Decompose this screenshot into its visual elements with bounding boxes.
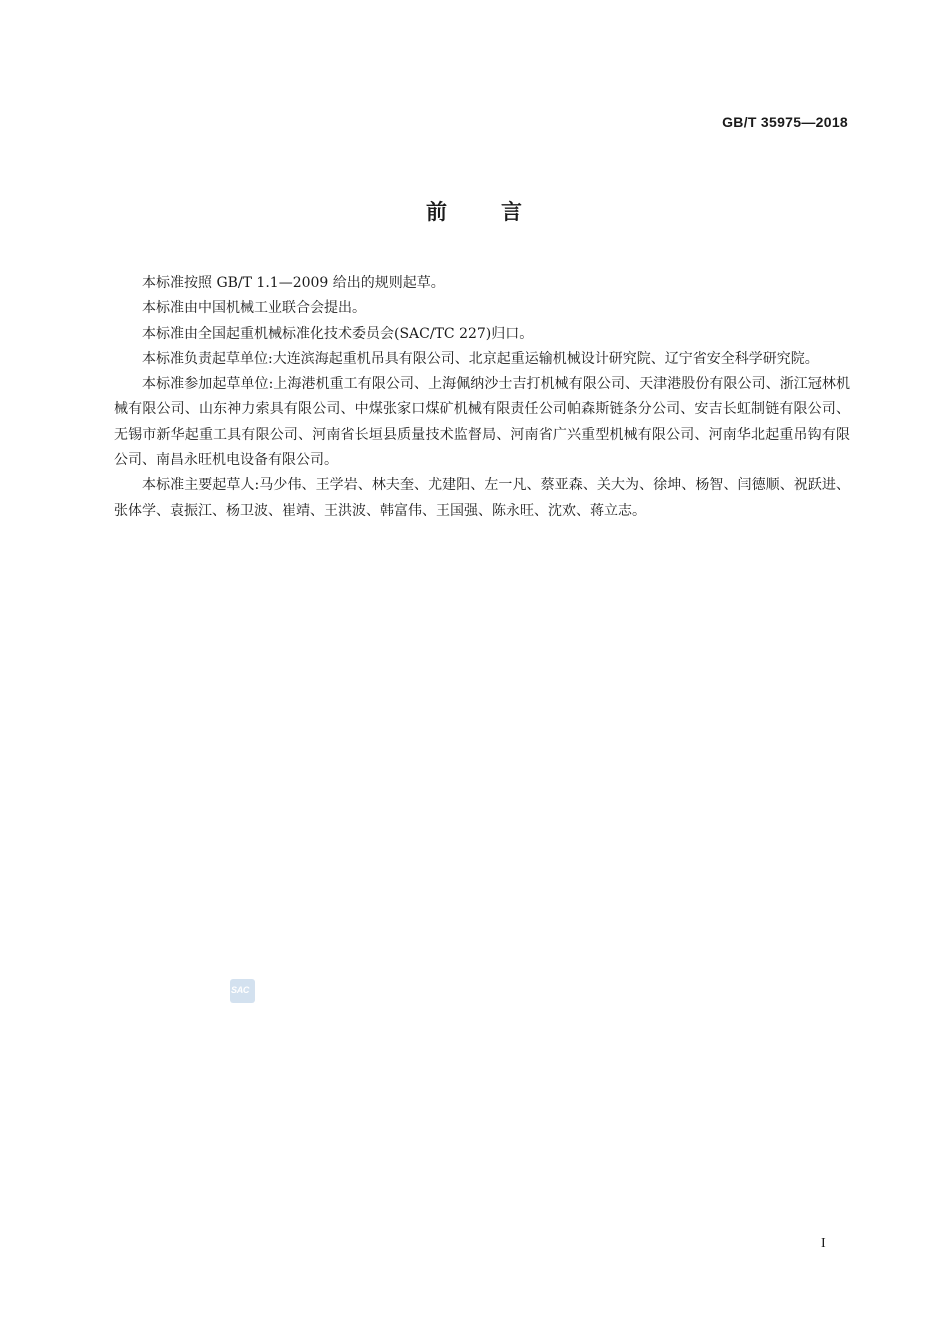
sac-watermark-text: SAC — [231, 985, 250, 995]
foreword-body — [114, 271, 850, 524]
standard-code: GB/T 35975—2018 — [722, 114, 848, 130]
page-title — [0, 196, 950, 226]
paragraph-participating-units: 本标准参加起草单位:上海港机重工有限公司、上海佩纳沙士吉打机械有限公司、天津港股份有限公司、浙江冠林机械有限公司、山东神力索具有限公司、中煤张家口煤矿机械有限责任公司帕森斯链条分公司、安吉长虹制链有限公司、无锡市新华起重工具有限公司、河南省长垣县质量技术监督局、河南省广兴重型机械有限公司、河南华北起重吊钩有限公司、南昌永旺机电设备有限公司。 — [114, 376, 850, 469]
title-char-1: 前 — [426, 200, 449, 224]
title-char-2: 言 — [501, 200, 524, 224]
paragraph-main-drafters: 本标准主要起草人:马少伟、王学岩、林夫奎、尤建阳、左一凡、蔡亚森、关大为、徐坤、杨智、闫德顺、祝跃进、张体学、袁振江、杨卫波、崔靖、王洪波、韩富伟、王国强、陈永旺、沈欢、蒋立志。 — [114, 477, 850, 519]
sac-watermark-logo — [230, 979, 255, 1003]
paragraph-responsible-units: 本标准负责起草单位:大连滨海起重机吊具有限公司、北京起重运输机械设计研究院、辽宁省安全科学研究院。 — [142, 350, 819, 367]
paragraph-technical-committee: 本标准由全国起重机械标准化技术委员会(SAC/TC 227)归口。 — [142, 325, 534, 342]
paragraph-proposer: 本标准由中国机械工业联合会提出。 — [142, 300, 366, 317]
page-number: I — [821, 1236, 826, 1251]
paragraph-drafting-rules: 本标准按照 GB/T 1.1—2009 给出的规则起草。 — [142, 275, 445, 291]
